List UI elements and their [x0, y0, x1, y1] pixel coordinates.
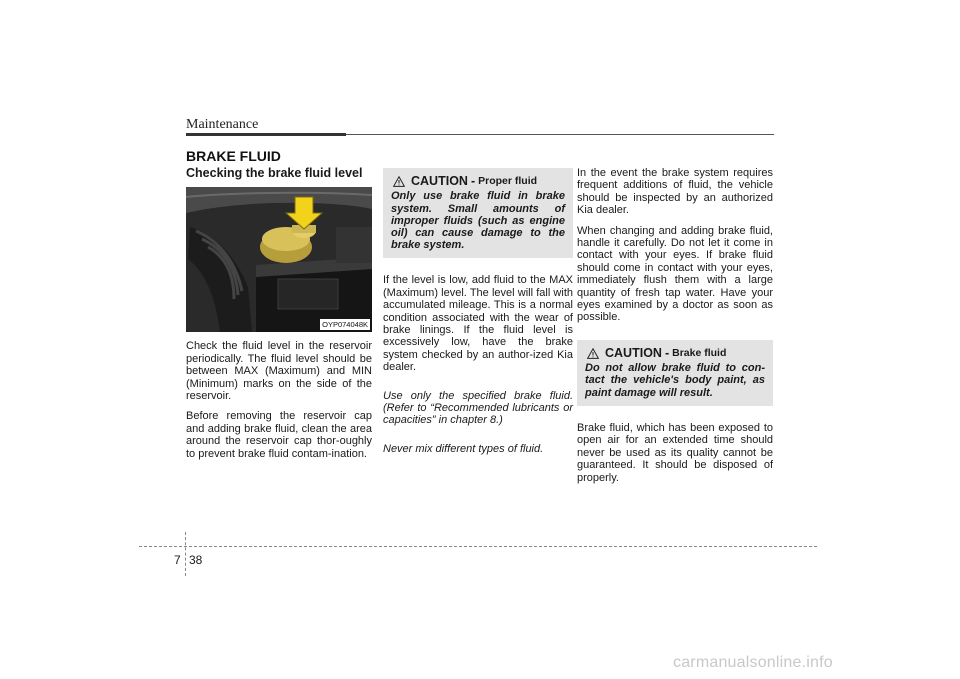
- caution-dash: -: [664, 345, 670, 360]
- caution-box-proper-fluid: [383, 168, 573, 258]
- warning-triangle-icon: [587, 348, 599, 359]
- note-never-mix: Never mix different types of fluid.: [383, 442, 544, 455]
- column-3: [577, 167, 773, 492]
- header-rule-thin: [346, 134, 774, 135]
- photo-code: OYP074048K: [322, 320, 368, 330]
- footer-vertical-rule: [185, 532, 186, 576]
- footer-rule: [139, 546, 817, 547]
- note-specified-fluid: Use only the specified brake fluid. (Refer to “Recommended lubricants or capacities” in chapter 8.): [383, 389, 573, 427]
- caution-dash: -: [470, 174, 476, 188]
- caution-body: Only use brake fluid in brake system. Small amounts of improper fluids (such as engine oil) can cause damage to the brake system.: [391, 190, 565, 252]
- engine-bay-illustration: [186, 187, 372, 332]
- page-chapter: 7: [174, 553, 181, 567]
- caution-box-brake-fluid: [577, 340, 773, 406]
- caution-heading: [585, 347, 765, 359]
- column-2: [383, 168, 573, 463]
- caution-heading: [391, 175, 565, 187]
- subheading: Checking the brake fluid level: [186, 166, 363, 180]
- warning-triangle-icon: [393, 176, 405, 187]
- header-rule-thick: [186, 133, 346, 136]
- column-1: [186, 167, 372, 468]
- caution-body: Do not allow brake fluid to con-tact the vehicle's body paint, as paint damage will result.: [585, 362, 765, 399]
- caution-word: CAUTION: [411, 174, 468, 188]
- section-title: BRAKE FLUID: [186, 148, 281, 164]
- page-number: 38: [189, 553, 203, 567]
- watermark: carmanualsonline.info: [673, 654, 833, 671]
- paragraph-disposal: Brake fluid, which has been exposed to open air for an extended time should never be used as its quality cannot be guaranteed. It should be disposed of properly.: [577, 421, 773, 484]
- paragraph-handle-carefully: When changing and adding brake fluid, handle it carefully. Do not let it come in contact with your eyes. If brake fluid should come in contact with your eyes, immediately flush them with a large quantity of fresh tap water. Have your eyes examined by a doctor as soon as possible.: [577, 224, 773, 324]
- page-header-title: Maintenance: [186, 117, 259, 132]
- engine-bay-photo: [186, 187, 372, 332]
- caution-topic: Brake fluid: [672, 346, 727, 359]
- paragraph-check-level: Check the fluid level in the reservoir periodically. The fluid level should be between MAX (Maximum) and MIN (Minimum) marks on the side of the reservoir.: [186, 340, 372, 403]
- paragraph-frequent-additions: In the event the brake system requires frequent additions of fluid, the vehicle should be inspected by an authorized Kia dealer.: [577, 167, 773, 217]
- caution-topic: Proper fluid: [478, 175, 538, 187]
- paragraph-clean-area: Before removing the reservoir cap and adding brake fluid, clean the area around the reservoir cap thor-oughly to prevent brake fluid contam-ination.: [186, 410, 372, 460]
- caution-word: CAUTION: [605, 345, 662, 360]
- paragraph-low-level: If the level is low, add fluid to the MAX (Maximum) level. The level will fall with accumulated mileage. This is a normal condition associated with the wear of brake linings. If the fluid level is excessively low, have the brake system checked by an author-ized Kia dealer.: [383, 274, 573, 374]
